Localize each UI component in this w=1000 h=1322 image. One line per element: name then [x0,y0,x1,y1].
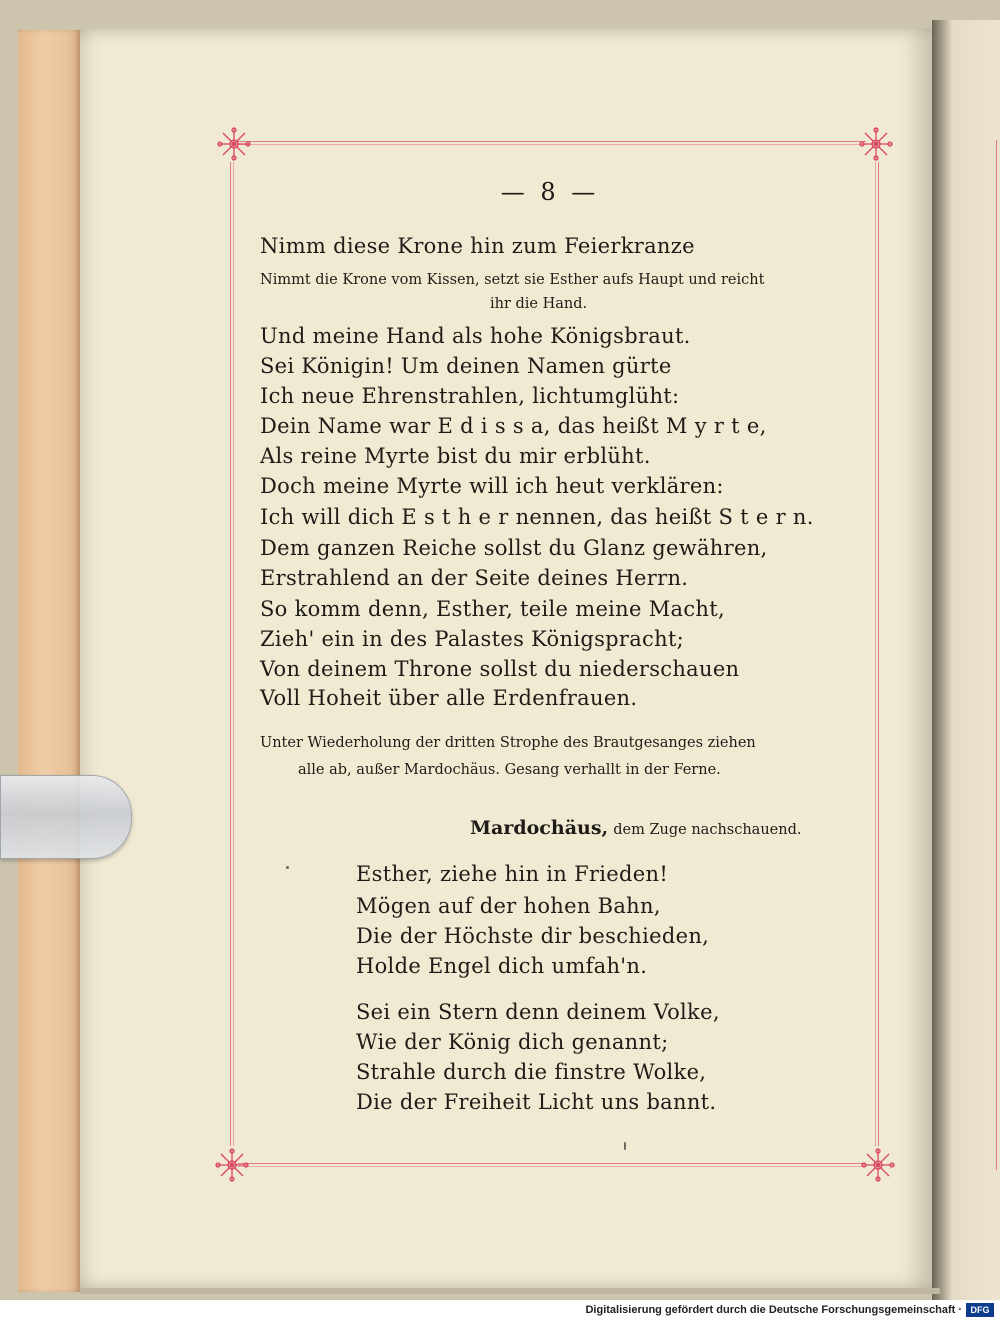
frame-bottom-line [238,1163,866,1164]
verse-line: Sei Königin! Um deinen Namen gürte [260,354,672,378]
speaker-heading [470,817,801,839]
verse-line: Zieh' ein in des Palastes Königspracht; [260,627,685,651]
stage-direction-line: Unter Wiederholung der dritten Strophe des Brautgesanges ziehen [260,735,756,751]
verse-line: Voll Hoheit über alle Erdenfrauen. [260,686,638,710]
frame-left-line [230,162,231,1146]
next-page-frame-line [996,140,997,1170]
frame-top-line [238,141,866,142]
frame-right-inner-line [875,162,876,1146]
frame-corner-ornament-bottom-left [212,1145,252,1185]
verse-line: Und meine Hand als hohe Königsbraut. [260,324,691,348]
stage-direction-line: Nimmt die Krone vom Kissen, setzt sie Esther aufs Haupt und reicht [260,272,765,288]
frame-corner-ornament-top-left [214,124,254,164]
verse-line: So komm denn, Esther, teile meine Macht, [260,597,725,621]
stanza-line: Die der Höchste dir beschieden, [356,924,710,948]
frame-bottom-inner-line [238,1166,866,1167]
frame-top-inner-line [238,144,866,145]
dfg-logo: DFG [966,1303,994,1317]
stage-direction-line: ihr die Hand. [490,296,588,312]
stanza-line: Sei ein Stern denn deinem Volke, [356,1000,720,1024]
verse-line: Ich neue Ehrenstrahlen, lichtumglüht: [260,384,680,408]
stanza-line: Wie der König dich genannt; [356,1030,669,1054]
frame-left-inner-line [233,162,234,1146]
paper-speck [286,866,289,869]
stanza-line: Esther, ziehe hin in Frieden! [356,862,669,886]
stanza-line: Die der Freiheit Licht uns bannt. [356,1090,717,1114]
verse-line: Erstrahlend an der Seite deines Herrn. [260,566,689,590]
frame-right-line [878,162,879,1146]
verse-line: Als reine Myrte bist du mir erblüht. [260,444,651,468]
verse-line: Ich will dich E s t h e r nennen, das heißt S t e r n. [260,505,814,529]
plastic-page-clip [0,775,132,859]
speaker-note: dem Zuge nachschauend. [613,822,802,838]
stanza-line: Mögen auf der hohen Bahn, [356,894,661,918]
verse-line: Von deinem Throne sollst du niederschauen [260,657,740,681]
footer-credit: Digitalisierung gefördert durch die Deutsche Forschungsgemeinschaft · [585,1304,962,1316]
stanza-line: Strahle durch die finstre Wolke, [356,1060,707,1084]
next-page-edge [932,20,1000,1300]
verse-line: Dem ganzen Reiche sollst du Glanz gewähren, [260,536,768,560]
paper-speck [624,1142,626,1150]
page-number: — 8 — [500,178,600,206]
speaker-name: Mardochäus, [470,817,609,839]
verse-line: Nimm diese Krone hin zum Feierkranze [260,234,695,258]
stanza-line: Holde Engel dich umfah'n. [356,954,648,978]
stage-direction-line: alle ab, außer Mardochäus. Gesang verhallt in der Ferne. [298,762,721,778]
page-bottom-edge [80,1288,940,1294]
book-spine [18,30,80,1292]
verse-line: Dein Name war E d i s s a, das heißt M y r t e, [260,414,767,438]
verse-line: Doch meine Myrte will ich heut verklären: [260,474,724,498]
frame-corner-ornament-top-right [856,124,896,164]
frame-corner-ornament-bottom-right [858,1145,898,1185]
